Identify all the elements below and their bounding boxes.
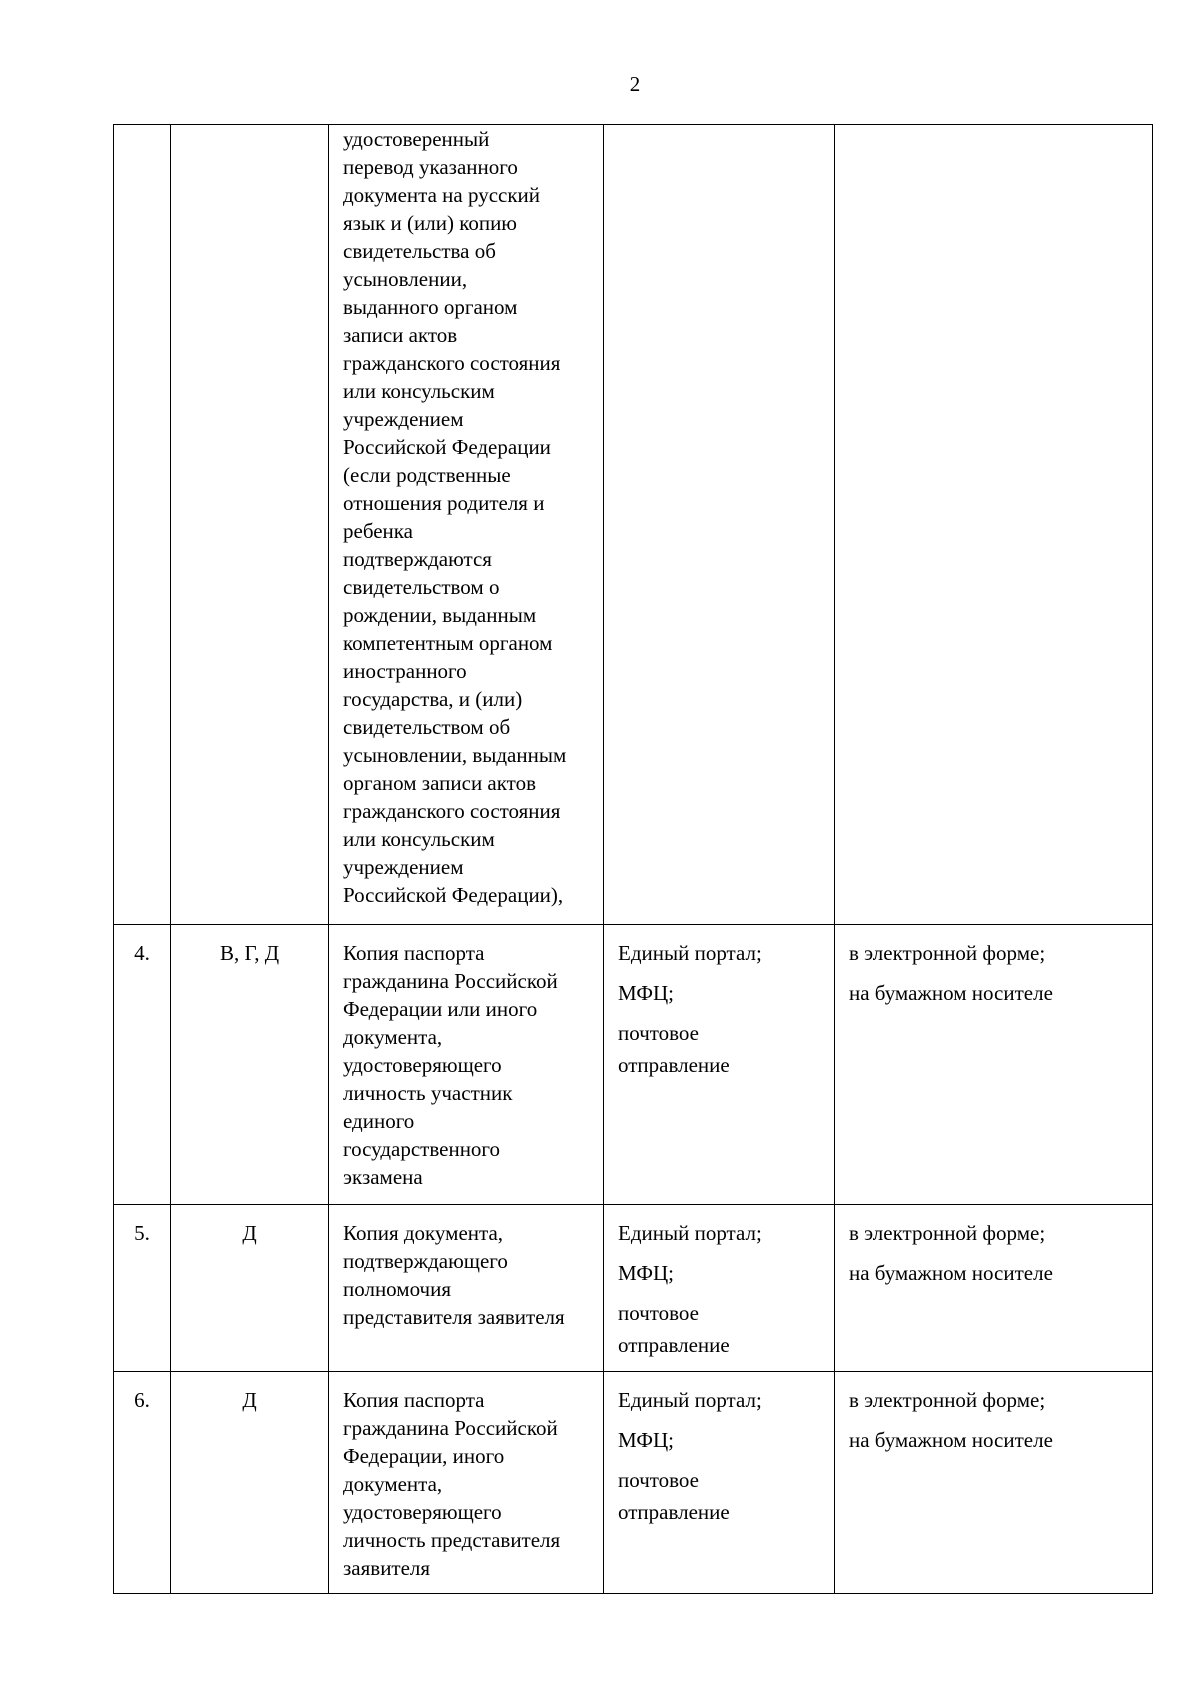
document-name: удостоверенный перевод указанного документа на русский язык и (или) копию свидетельства об усыновлении, выданного органом записи актов гражданского состояния или консульским учреждением Российской Федерации (если родственные отношения родителя и ребенка подтверждаются свидетельством о рождении, выданным компетентным органом иностранного государства, и (или) свидетельством об усыновлении, выданным органом записи актов гражданского состояния или консульским учреждением Российской Федерации), xyxy=(343,127,567,907)
submission-method-cell xyxy=(604,925,835,1205)
table-row xyxy=(114,125,1153,925)
applicant-type-cell: Д xyxy=(171,1205,329,1372)
document-name-cell xyxy=(329,1205,604,1372)
table-row xyxy=(114,1205,1153,1372)
submission-methods: Единый портал; МФЦ; почтовое отправление xyxy=(618,941,762,1077)
row-number-cell: 5. xyxy=(114,1205,171,1372)
documents-table xyxy=(113,124,1153,1594)
submission-methods: Единый портал; МФЦ; почтовое отправление xyxy=(618,1388,762,1524)
document-name: Копия паспорта гражданина Российской Федерации, иного документа, удостоверяющего личность представителя заявителя xyxy=(343,1388,561,1580)
submission-method-cell xyxy=(604,125,835,925)
table-row xyxy=(114,925,1153,1205)
submission-method-cell xyxy=(604,1372,835,1594)
row-number-cell: 4. xyxy=(114,925,171,1205)
applicant-type-cell: В, Г, Д xyxy=(171,925,329,1205)
document-forms: в электронной форме; на бумажном носителе xyxy=(849,1388,1053,1452)
row-number-cell: 6. xyxy=(114,1372,171,1594)
document-form-cell xyxy=(835,1372,1153,1594)
document-name: Копия паспорта гражданина Российской Федерации или иного документа, удостоверяющего личность участник единого государственного экзамена xyxy=(343,941,558,1189)
document-form-cell xyxy=(835,125,1153,925)
page-number: 2 xyxy=(629,72,641,96)
applicant-type-cell: Д xyxy=(171,1372,329,1594)
row-number-cell xyxy=(114,125,171,925)
document-name: Копия документа, подтверждающего полномочия представителя заявителя xyxy=(343,1221,565,1329)
document-name-cell xyxy=(329,125,604,925)
submission-methods: Единый портал; МФЦ; почтовое отправление xyxy=(618,1221,762,1357)
document-forms: в электронной форме; на бумажном носителе xyxy=(849,941,1053,1005)
document-form-cell xyxy=(835,925,1153,1205)
applicant-type-cell xyxy=(171,125,329,925)
document-form-cell xyxy=(835,1205,1153,1372)
table-row xyxy=(114,1372,1153,1594)
document-name-cell xyxy=(329,925,604,1205)
submission-method-cell xyxy=(604,1205,835,1372)
document-forms: в электронной форме; на бумажном носителе xyxy=(849,1221,1053,1285)
document-name-cell xyxy=(329,1372,604,1594)
